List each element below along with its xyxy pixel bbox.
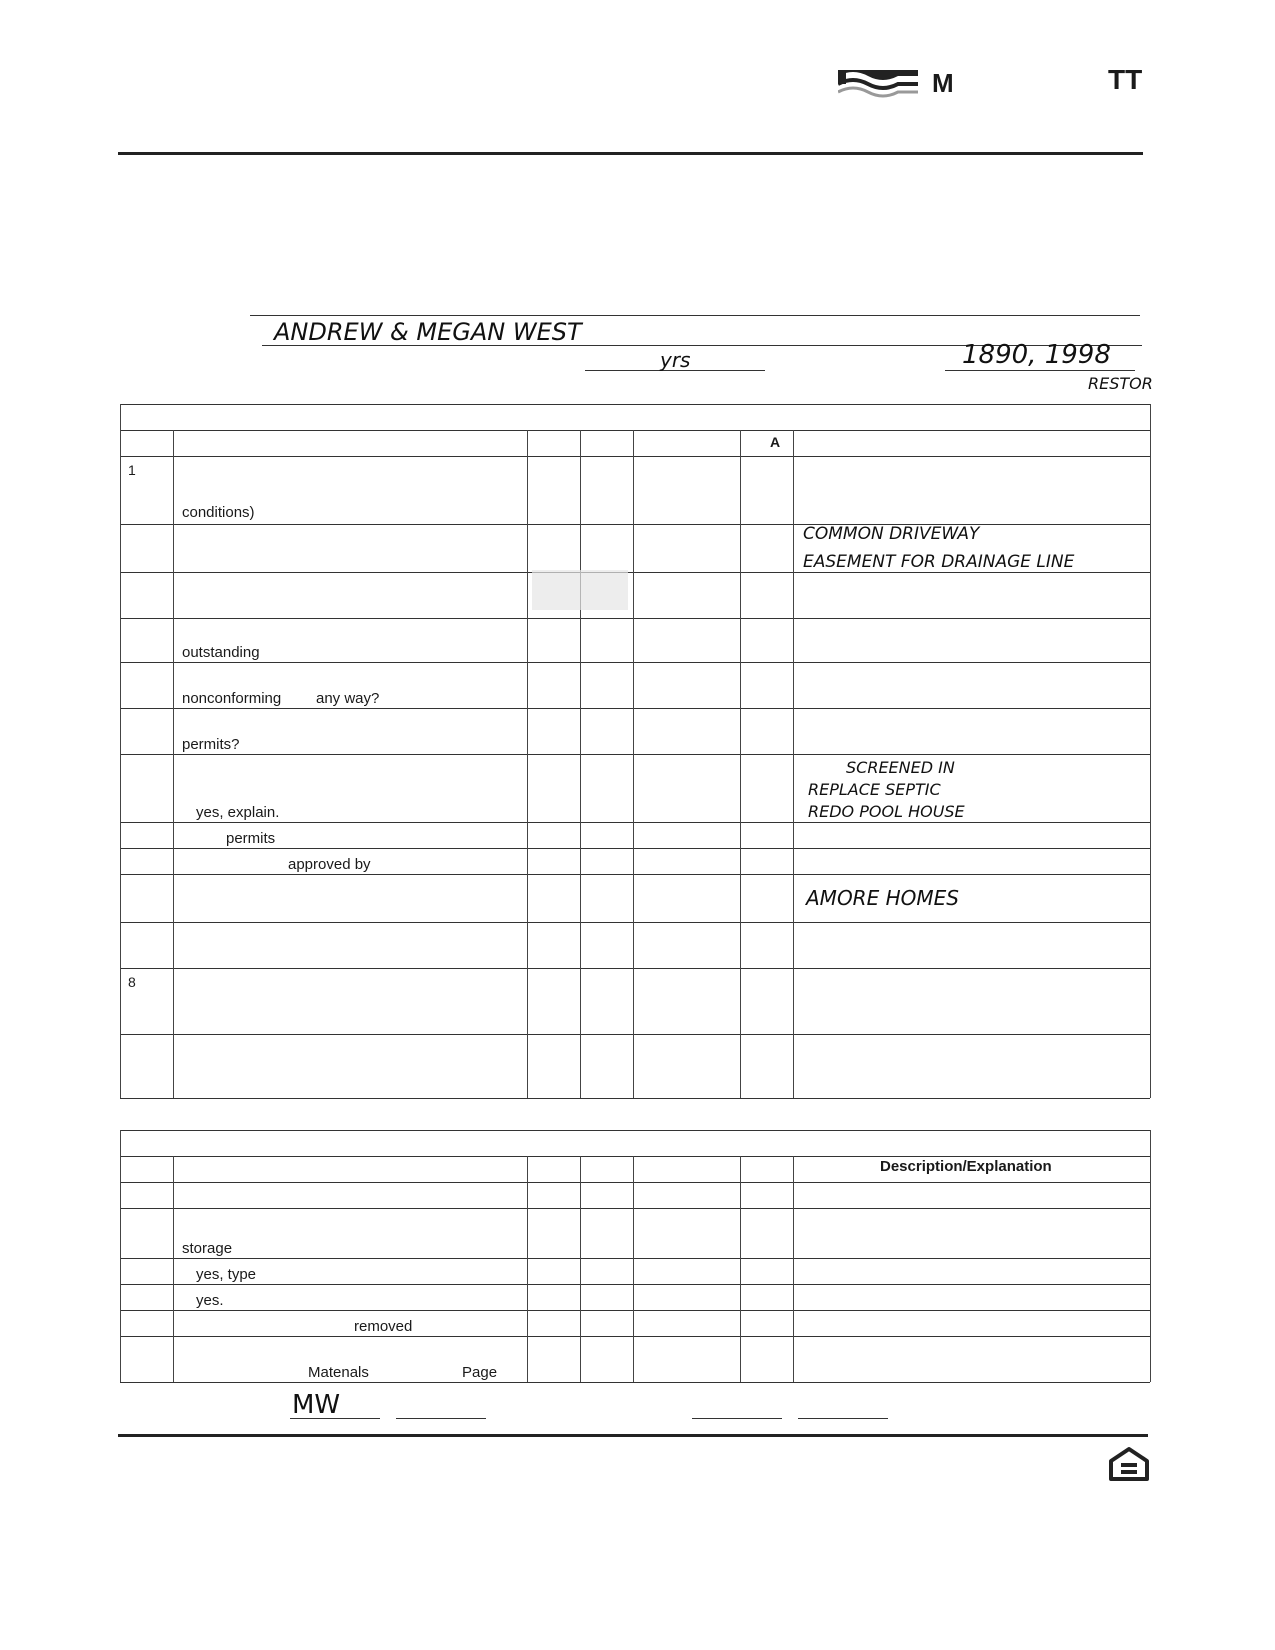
label-conditions: conditions): [182, 504, 255, 521]
approved-by-value: AMORE HOMES: [806, 886, 959, 910]
buyer-initials: MW: [292, 1390, 341, 1420]
row-number-8: 8: [128, 974, 136, 990]
explain-line-2: REPLACE SEPTIC: [808, 780, 941, 799]
label-outstanding: outstanding: [182, 644, 260, 661]
footer-rule: [118, 1434, 1148, 1437]
explain-line-3: REDO POOL HOUSE: [808, 802, 965, 821]
years-value: yrs: [660, 348, 691, 372]
label-yes-explain: yes, explain.: [196, 804, 280, 821]
name-line-top: [250, 315, 1140, 316]
label-yes: yes.: [196, 1292, 224, 1309]
label-page: Page: [462, 1364, 498, 1381]
label-permits: permits: [226, 830, 276, 847]
header-rule: [118, 152, 1143, 155]
label-any-way: any way?: [316, 690, 380, 707]
logo-letter: M: [932, 68, 954, 98]
label-permits-question: permits?: [182, 736, 240, 753]
company-logo: [838, 68, 918, 102]
scan-smudge: [532, 570, 628, 610]
initials-line-2: [396, 1418, 486, 1419]
easement-line-1: COMMON DRIVEWAY: [803, 524, 980, 544]
logo-right-text: TT: [1108, 64, 1143, 95]
label-approved-by: approved by: [288, 856, 371, 873]
equal-housing-icon: [1108, 1446, 1150, 1482]
owner-name: ANDREW & MEGAN WEST: [274, 318, 582, 346]
row-number-1: 1: [128, 462, 136, 478]
easement-line-2: EASEMENT FOR DRAINAGE LINE: [803, 552, 1075, 572]
label-storage: storage: [182, 1240, 233, 1257]
column-a-header: A: [770, 434, 781, 450]
label-nonconforming: nonconforming: [182, 690, 282, 707]
description-header: Description/Explanation: [880, 1158, 1052, 1175]
year-built-line: [945, 370, 1135, 371]
wave-logo-icon: [838, 68, 918, 102]
label-yes-type: yes, type: [196, 1266, 257, 1283]
explain-line-1: SCREENED IN: [846, 758, 955, 777]
year-built: 1890, 1998: [962, 340, 1111, 370]
initials-line-3: [692, 1418, 782, 1419]
label-materials: Matenals: [308, 1364, 369, 1381]
year-note: RESTOR: [1088, 374, 1153, 393]
initials-line-4: [798, 1418, 888, 1419]
label-removed: removed: [354, 1318, 413, 1335]
